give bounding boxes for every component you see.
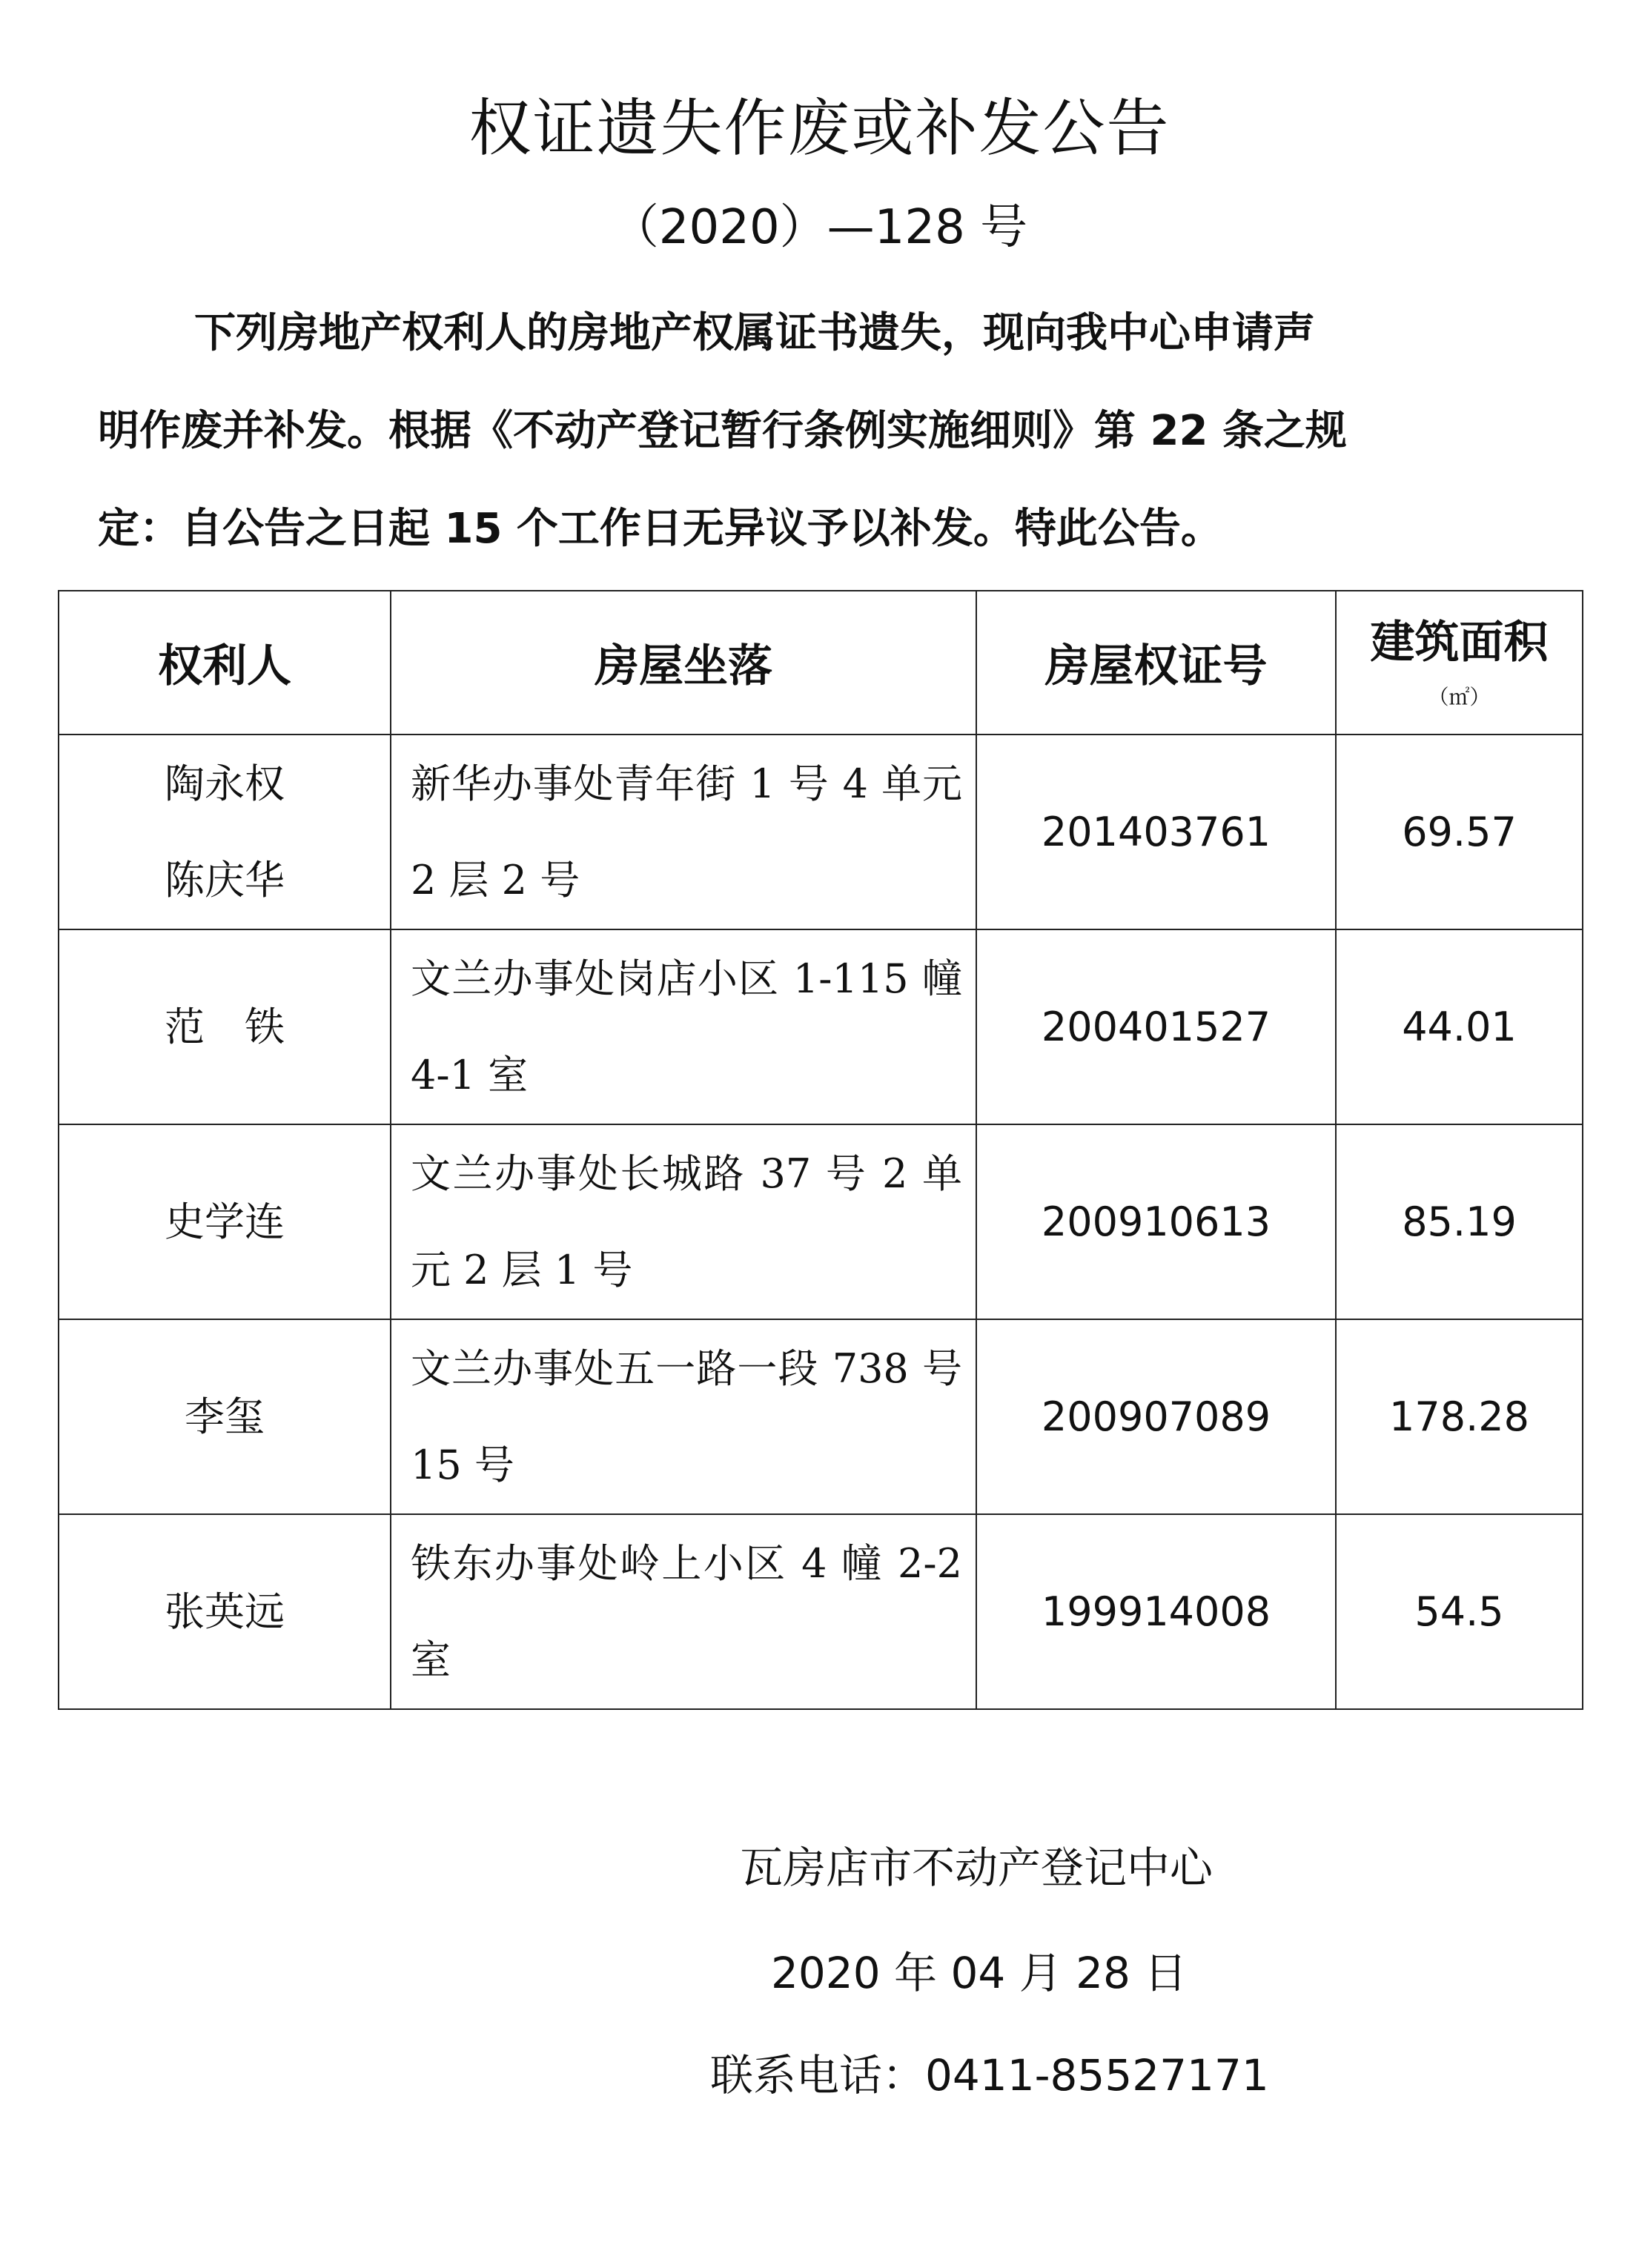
area-cell: 85.19: [1336, 1124, 1583, 1319]
certificate-cell: 201403761: [976, 735, 1336, 929]
owner-name: 李玺: [185, 1393, 265, 1440]
table-row: [59, 1514, 1583, 1709]
header-area-label: 建筑面积: [1370, 617, 1549, 669]
owner-cell: [59, 1124, 391, 1319]
table-row: [59, 929, 1583, 1124]
notice-paragraph-line-3: 定：自公告之日起 15 个工作日无异议予以补发。特此公告。: [98, 505, 1222, 553]
header-area-unit: （㎡）: [1428, 685, 1491, 709]
area-cell: 44.01: [1336, 929, 1583, 1124]
document-number: （2020）—128 号: [611, 200, 1028, 255]
table-row: [59, 735, 1583, 929]
header-area: [1336, 591, 1583, 735]
address-cell: 新华办事处青年街 1 号 4 单元 2 层 2 号: [391, 735, 976, 929]
notice-paragraph-line-2: 明作废并补发。根据《不动产登记暂行条例实施细则》第 22 条之规: [98, 407, 1347, 455]
owner-name: 陈庆华: [165, 856, 285, 903]
certificate-cell: 200907089: [976, 1319, 1336, 1514]
certificate-cell: 200910613: [976, 1124, 1336, 1319]
header-certificate: 房屋权证号: [976, 591, 1336, 735]
document-title: 权证遗失作废或补发公告: [468, 92, 1171, 165]
owner-cell: [59, 735, 391, 929]
owner-name: 陶永权: [165, 760, 285, 807]
issue-date: 2020 年 04 月 28 日: [771, 1948, 1188, 1998]
contact-phone: 联系电话：0411-85527171: [710, 2050, 1269, 2100]
owner-name: 范 铁: [165, 1003, 285, 1050]
owner-name: 史学连: [165, 1198, 285, 1245]
address-cell: 文兰办事处长城路 37 号 2 单元 2 层 1 号: [391, 1124, 976, 1319]
owner-name: 张英远: [165, 1588, 285, 1635]
area-cell: 178.28: [1336, 1319, 1583, 1514]
certificate-cell: 200401527: [976, 929, 1336, 1124]
area-cell: 69.57: [1336, 735, 1583, 929]
certificate-cell: 199914008: [976, 1514, 1336, 1709]
owner-cell: [59, 1319, 391, 1514]
address-cell: 文兰办事处五一路一段 738 号 15 号: [391, 1319, 976, 1514]
table-row: [59, 1319, 1583, 1514]
table-header-row: [59, 591, 1583, 735]
owner-cell: [59, 1514, 391, 1709]
table-row: [59, 1124, 1583, 1319]
records-body: [59, 735, 1583, 1709]
notice-paragraph-line-1: 下列房地产权利人的房地产权属证书遗失，现向我中心申请声: [194, 309, 1315, 357]
address-cell: 文兰办事处岗店小区 1-115 幢 4-1 室: [391, 929, 976, 1124]
address-cell: 铁东办事处岭上小区 4 幢 2-2 室: [391, 1514, 976, 1709]
header-address: 房屋坐落: [391, 591, 976, 735]
records-table: [58, 590, 1583, 1710]
issuer: 瓦房店市不动产登记中心: [740, 1843, 1213, 1893]
owner-cell: [59, 929, 391, 1124]
area-cell: 54.5: [1336, 1514, 1583, 1709]
header-owner: 权利人: [59, 591, 391, 735]
